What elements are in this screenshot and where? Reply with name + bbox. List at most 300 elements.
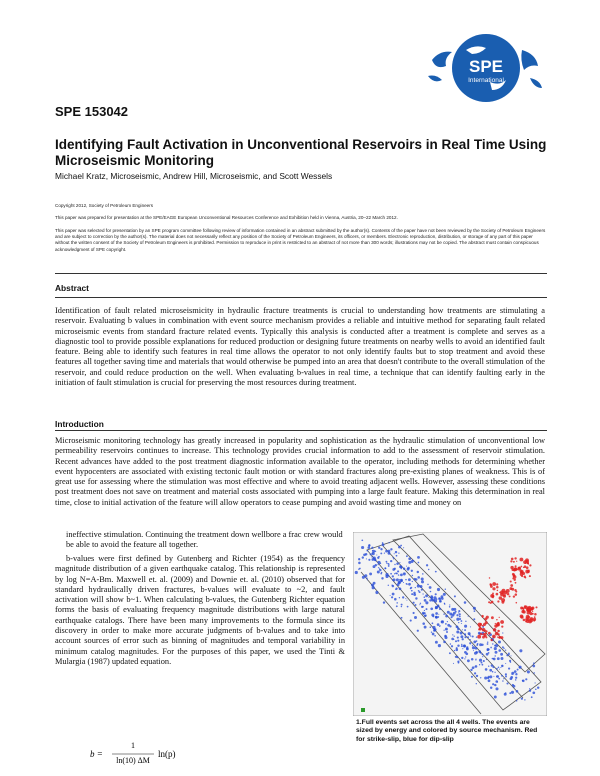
event-dip-slip xyxy=(394,598,397,601)
event-dip-slip xyxy=(493,676,494,677)
event-dip-slip xyxy=(476,675,478,677)
event-dip-slip xyxy=(478,650,481,653)
event-dip-slip xyxy=(454,595,456,597)
event-dip-slip xyxy=(370,553,372,555)
event-dip-slip xyxy=(379,569,381,571)
event-dip-slip xyxy=(384,567,386,569)
event-dip-slip xyxy=(465,621,466,622)
event-dip-slip xyxy=(453,608,456,611)
event-dip-slip xyxy=(456,614,458,616)
event-dip-slip xyxy=(508,668,510,670)
event-dip-slip xyxy=(421,580,424,583)
event-dip-slip xyxy=(461,608,462,609)
event-dip-slip xyxy=(481,662,483,664)
event-dip-slip xyxy=(490,647,492,649)
event-dip-slip xyxy=(438,644,441,647)
event-strike-slip xyxy=(496,583,498,585)
event-dip-slip xyxy=(396,578,399,581)
event-strike-slip xyxy=(515,593,518,596)
event-dip-slip xyxy=(396,555,398,557)
event-dip-slip xyxy=(424,610,425,611)
event-dip-slip xyxy=(431,631,432,632)
event-dip-slip xyxy=(489,669,492,672)
event-dip-slip xyxy=(457,644,459,646)
event-dip-slip xyxy=(419,604,420,605)
event-dip-slip xyxy=(489,675,492,678)
event-strike-slip xyxy=(482,636,485,639)
divider-intro xyxy=(55,430,547,431)
event-dip-slip xyxy=(458,610,460,612)
event-dip-slip xyxy=(485,668,488,671)
event-dip-slip xyxy=(495,644,498,647)
event-dip-slip xyxy=(435,641,438,644)
event-dip-slip xyxy=(406,600,407,601)
event-strike-slip xyxy=(485,636,487,638)
event-dip-slip xyxy=(484,676,487,679)
event-dip-slip xyxy=(464,601,467,604)
event-strike-slip xyxy=(520,606,523,609)
event-dip-slip xyxy=(394,573,395,574)
event-dip-slip xyxy=(428,569,429,570)
event-dip-slip xyxy=(430,591,432,593)
event-dip-slip xyxy=(472,635,474,637)
event-dip-slip xyxy=(380,573,382,575)
event-dip-slip xyxy=(420,585,423,588)
event-dip-slip xyxy=(437,588,440,591)
event-dip-slip xyxy=(482,664,484,666)
event-dip-slip xyxy=(476,636,478,638)
event-dip-slip xyxy=(494,696,497,699)
event-strike-slip xyxy=(530,608,533,611)
legend-marker xyxy=(361,708,365,712)
bvalue-paragraph: b-values were first defined by Gutenberg and Richter (1954) as the frequency magnitude distribution of a given earthquake catalog. This relationship is represented by log N=A-Bm. Maxwell et. al. (2009) and Downie et. al. (2010) observed that for standard hydraulically driven fractures, b-values will evaluate to ~2, and fault activation will show b~1. When calculating b-values, the Gutenberg Richter equation forms the basis of evaluating frequency magnitude distributions with large natural earthquake catalogs. There have been many improvements to the formula since its discovery in order to make more accurate judgments of b-values and to take into account sources of error such as binning of magnitudes and temporal variability in minimum catalog magnitudes. For the purposes of this paper, we used the Tinti & Mulargia (1987) updated equation. xyxy=(55,554,345,666)
event-dip-slip xyxy=(408,583,411,586)
event-dip-slip xyxy=(441,597,444,600)
event-strike-slip xyxy=(525,570,529,574)
microseismic-figure xyxy=(353,532,547,716)
event-dip-slip xyxy=(458,662,460,664)
event-dip-slip xyxy=(459,615,461,617)
event-dip-slip xyxy=(377,571,380,574)
event-strike-slip xyxy=(501,598,505,602)
event-dip-slip xyxy=(405,579,407,581)
event-strike-slip xyxy=(499,636,502,639)
event-dip-slip xyxy=(494,647,497,650)
event-dip-slip xyxy=(472,646,475,649)
event-dip-slip xyxy=(494,684,496,686)
event-dip-slip xyxy=(413,602,415,604)
event-dip-slip xyxy=(386,561,388,563)
event-dip-slip xyxy=(378,567,379,568)
event-dip-slip xyxy=(388,542,389,543)
event-dip-slip xyxy=(399,587,402,590)
event-dip-slip xyxy=(494,672,495,673)
event-dip-slip xyxy=(517,669,519,671)
event-dip-slip xyxy=(438,597,440,599)
event-dip-slip xyxy=(411,590,413,592)
event-strike-slip xyxy=(504,591,508,595)
logo-subtitle: International xyxy=(468,77,504,84)
abstract-body: Identification of fault related microseismicity in hydraulic fracture treatments is crucial to understanding how treatments are stimulating a reservoir. Evaluating b values in combination with event source mechanism provides a reliable and intuitive method for separating fault related microseismic events from standard fracture related events. Typically this analysis is conducted after a treatment is complete and serves as a diagnostic tool to provide possible explanations for reduced production or designing future treatments on nearby wells to avoid an identified fault feature. Being able to identify such features in real time allows the operator to not only identify faults but to stop treatment and avoid these features all together saving time and materials that would otherwise be pumped into an area that doesn't contribute to the overall stimulation of the reservoir, and could reduce production on the well. When evaluating b-values in real time, a technique that can identify faulting early in the initiation of fault stimulation is crucial for preserving the most resources during treatment. xyxy=(55,306,545,388)
event-dip-slip xyxy=(525,678,527,680)
event-dip-slip xyxy=(474,672,476,674)
event-dip-slip xyxy=(402,596,404,598)
event-strike-slip xyxy=(514,557,516,559)
event-dip-slip xyxy=(381,577,383,579)
event-dip-slip xyxy=(388,552,391,555)
event-dip-slip xyxy=(512,684,514,686)
event-dip-slip xyxy=(434,635,436,637)
event-dip-slip xyxy=(529,688,530,689)
equation-numerator: 1 xyxy=(131,741,135,750)
event-dip-slip xyxy=(498,641,501,644)
event-dip-slip xyxy=(395,588,397,590)
event-dip-slip xyxy=(447,624,450,627)
event-dip-slip xyxy=(449,652,451,654)
event-dip-slip xyxy=(366,558,367,559)
event-strike-slip xyxy=(514,589,516,591)
event-dip-slip xyxy=(510,655,511,656)
event-dip-slip xyxy=(401,579,403,581)
event-dip-slip xyxy=(519,697,520,698)
event-dip-slip xyxy=(444,603,445,604)
event-strike-slip xyxy=(509,587,512,590)
event-dip-slip xyxy=(428,597,429,598)
event-dip-slip xyxy=(521,698,523,700)
event-dip-slip xyxy=(424,596,426,598)
event-dip-slip xyxy=(412,575,413,576)
event-dip-slip xyxy=(463,644,466,647)
event-dip-slip xyxy=(393,558,394,559)
event-dip-slip xyxy=(422,606,424,608)
event-dip-slip xyxy=(502,632,503,633)
event-dip-slip xyxy=(410,620,412,622)
event-dip-slip xyxy=(532,691,535,694)
event-dip-slip xyxy=(433,629,436,632)
event-dip-slip xyxy=(522,680,525,683)
event-dip-slip xyxy=(419,591,421,593)
event-dip-slip xyxy=(465,656,466,657)
event-dip-slip xyxy=(437,623,440,626)
event-dip-slip xyxy=(403,582,404,583)
event-strike-slip xyxy=(509,595,511,597)
event-dip-slip xyxy=(533,662,535,664)
event-dip-slip xyxy=(430,607,433,610)
event-dip-slip xyxy=(367,579,368,580)
event-dip-slip xyxy=(486,653,489,656)
event-dip-slip xyxy=(408,557,411,560)
event-dip-slip xyxy=(443,613,445,615)
divider-top xyxy=(55,273,547,274)
event-dip-slip xyxy=(488,679,491,682)
event-dip-slip xyxy=(506,682,508,684)
event-dip-slip xyxy=(476,683,477,684)
event-dip-slip xyxy=(462,629,463,630)
event-dip-slip xyxy=(415,587,416,588)
event-dip-slip xyxy=(407,568,410,571)
event-dip-slip xyxy=(456,630,459,633)
event-dip-slip xyxy=(396,602,398,604)
event-dip-slip xyxy=(459,618,461,620)
event-strike-slip xyxy=(515,565,517,567)
event-dip-slip xyxy=(515,679,517,681)
event-dip-slip xyxy=(467,659,470,662)
event-dip-slip xyxy=(460,631,463,634)
event-dip-slip xyxy=(355,571,358,574)
event-dip-slip xyxy=(456,618,459,621)
event-dip-slip xyxy=(516,700,517,701)
event-dip-slip xyxy=(443,593,446,596)
event-dip-slip xyxy=(471,676,473,678)
event-strike-slip xyxy=(521,566,523,568)
event-dip-slip xyxy=(461,623,462,624)
event-dip-slip xyxy=(454,620,455,621)
event-dip-slip xyxy=(413,593,416,596)
event-dip-slip xyxy=(451,645,453,647)
event-dip-slip xyxy=(361,546,364,549)
introduction-body: Microseismic monitoring technology has greatly increased in popularity and sophistication as the hydraulic stimulation of unconventional low permeability reservoirs continues to increase. This technology provides crucial information to add to the assessment of reservoir stimulation. Recent advances have added to the post treatment diagnostic information available to the operator, including methods for determining whether event hypocenters are associated with existing tectonic fault motion or with standard fractures along pre-existing planes of weakness. This is of great use for assessing where the stimulation was most effective and where to avoid treating adjacent wells. However, assessing these conditions post treatment does not save on treatment and material costs associated with pumping into a large fault feature. Making this determination in real time, close to initial activation of the feature will allow operators to cease pumping and avoid wasting time and money on xyxy=(55,436,545,507)
event-strike-slip xyxy=(491,601,494,604)
prepared-notice: This paper was prepared for presentation at the SPE/EAGE European Unconventional Resources Conference and Exhibition held in Vienna, Austria, 20–22 March 2012. xyxy=(55,215,398,220)
event-strike-slip xyxy=(520,614,524,618)
event-dip-slip xyxy=(439,601,441,603)
event-strike-slip xyxy=(489,577,490,578)
event-strike-slip xyxy=(534,616,536,618)
event-strike-slip xyxy=(510,560,512,562)
event-dip-slip xyxy=(371,556,372,557)
copyright-notice: Copyright 2012, Society of Petroleum Engineers xyxy=(55,203,154,208)
event-strike-slip xyxy=(482,617,483,618)
event-dip-slip xyxy=(397,570,399,572)
event-dip-slip xyxy=(483,660,485,662)
event-dip-slip xyxy=(420,603,421,604)
event-dip-slip xyxy=(488,666,489,667)
event-dip-slip xyxy=(406,555,408,557)
event-dip-slip xyxy=(480,677,481,678)
divider-abstract xyxy=(55,297,547,298)
event-strike-slip xyxy=(510,584,513,587)
event-dip-slip xyxy=(529,690,531,692)
event-dip-slip xyxy=(487,677,489,679)
event-dip-slip xyxy=(451,616,453,618)
event-dip-slip xyxy=(505,663,506,664)
event-dip-slip xyxy=(417,630,419,632)
event-dip-slip xyxy=(450,643,452,645)
event-dip-slip xyxy=(535,682,536,683)
event-dip-slip xyxy=(413,612,415,614)
event-dip-slip xyxy=(398,574,399,575)
event-dip-slip xyxy=(454,636,455,637)
event-strike-slip xyxy=(496,619,497,620)
logo-wordmark: SPE xyxy=(468,57,504,76)
abstract-heading: Abstract xyxy=(55,283,89,293)
event-dip-slip xyxy=(509,660,511,662)
event-dip-slip xyxy=(458,622,459,623)
event-dip-slip xyxy=(439,626,440,627)
event-strike-slip xyxy=(526,566,529,569)
event-dip-slip xyxy=(421,577,424,580)
event-dip-slip xyxy=(447,611,450,614)
event-dip-slip xyxy=(454,650,455,651)
event-dip-slip xyxy=(455,656,457,658)
event-dip-slip xyxy=(411,593,413,595)
event-dip-slip xyxy=(371,584,374,587)
event-dip-slip xyxy=(435,607,438,610)
event-dip-slip xyxy=(457,640,459,642)
event-strike-slip xyxy=(495,623,496,624)
event-dip-slip xyxy=(421,589,423,591)
event-dip-slip xyxy=(432,622,434,624)
event-dip-slip xyxy=(455,640,457,642)
event-dip-slip xyxy=(406,584,407,585)
event-dip-slip xyxy=(403,547,404,548)
event-dip-slip xyxy=(457,637,459,639)
event-dip-slip xyxy=(399,562,400,563)
event-strike-slip xyxy=(513,595,515,597)
event-strike-slip xyxy=(516,602,518,604)
event-dip-slip xyxy=(464,629,466,631)
event-dip-slip xyxy=(527,670,530,673)
event-dip-slip xyxy=(464,658,465,659)
event-dip-slip xyxy=(435,571,437,573)
event-dip-slip xyxy=(496,668,497,669)
event-strike-slip xyxy=(497,633,499,635)
event-dip-slip xyxy=(464,633,466,635)
event-dip-slip xyxy=(502,665,503,666)
event-dip-slip xyxy=(479,659,482,662)
event-dip-slip xyxy=(497,657,500,660)
event-dip-slip xyxy=(441,620,444,623)
event-strike-slip xyxy=(497,600,499,602)
event-dip-slip xyxy=(362,556,364,558)
event-dip-slip xyxy=(504,693,507,696)
event-dip-slip xyxy=(398,552,399,553)
event-dip-slip xyxy=(388,565,390,567)
event-dip-slip xyxy=(473,618,475,620)
event-dip-slip xyxy=(487,649,489,651)
event-dip-slip xyxy=(492,666,494,668)
event-strike-slip xyxy=(485,621,488,624)
event-dip-slip xyxy=(499,669,500,670)
event-dip-slip xyxy=(396,562,399,565)
event-dip-slip xyxy=(494,655,495,656)
event-strike-slip xyxy=(494,624,497,627)
event-strike-slip xyxy=(513,579,515,581)
event-dip-slip xyxy=(378,556,379,557)
event-dip-slip xyxy=(371,553,372,554)
event-dip-slip xyxy=(405,598,406,599)
event-dip-slip xyxy=(411,560,414,563)
event-strike-slip xyxy=(479,626,481,628)
event-strike-slip xyxy=(529,619,533,623)
event-dip-slip xyxy=(445,623,447,625)
event-strike-slip xyxy=(527,616,530,619)
event-dip-slip xyxy=(466,648,469,651)
event-dip-slip xyxy=(377,561,380,564)
event-dip-slip xyxy=(367,550,369,552)
event-dip-slip xyxy=(422,593,423,594)
event-strike-slip xyxy=(529,564,531,566)
introduction-continuation: ineffective stimulation. Continuing the treatment down wellbore a frac crew would be able to avoid the feature all together. xyxy=(66,530,343,550)
event-strike-slip xyxy=(492,597,494,599)
event-dip-slip xyxy=(412,581,413,582)
event-dip-slip xyxy=(456,649,459,652)
event-strike-slip xyxy=(524,605,528,609)
event-dip-slip xyxy=(399,597,400,598)
event-dip-slip xyxy=(537,686,539,688)
event-dip-slip xyxy=(388,585,389,586)
event-dip-slip xyxy=(417,571,419,573)
event-dip-slip xyxy=(375,591,378,594)
event-strike-slip xyxy=(484,630,486,632)
event-dip-slip xyxy=(495,680,498,683)
event-dip-slip xyxy=(401,568,403,570)
event-dip-slip xyxy=(378,547,380,549)
event-dip-slip xyxy=(438,614,439,615)
event-dip-slip xyxy=(449,604,450,605)
event-dip-slip xyxy=(458,612,459,613)
event-strike-slip xyxy=(523,567,524,568)
event-dip-slip xyxy=(498,678,500,680)
event-dip-slip xyxy=(479,664,480,665)
event-dip-slip xyxy=(515,677,517,679)
event-strike-slip xyxy=(516,561,517,562)
event-dip-slip xyxy=(395,572,397,574)
event-strike-slip xyxy=(523,560,527,564)
event-dip-slip xyxy=(390,595,391,596)
event-dip-slip xyxy=(476,640,478,642)
event-dip-slip xyxy=(369,572,372,575)
event-dip-slip xyxy=(380,552,382,554)
paper-title: Identifying Fault Activation in Unconventional Reservoirs in Real Time Using Microseismic Monitoring xyxy=(55,137,547,168)
event-dip-slip xyxy=(460,620,462,622)
event-dip-slip xyxy=(438,617,439,618)
event-dip-slip xyxy=(390,560,392,562)
event-dip-slip xyxy=(461,645,463,647)
event-dip-slip xyxy=(407,606,409,608)
event-strike-slip xyxy=(493,628,496,631)
event-dip-slip xyxy=(505,673,507,675)
event-strike-slip xyxy=(514,575,516,577)
event-dip-slip xyxy=(501,675,503,677)
event-dip-slip xyxy=(378,564,379,565)
event-dip-slip xyxy=(392,593,395,596)
event-dip-slip xyxy=(506,654,508,656)
event-dip-slip xyxy=(474,666,475,667)
event-dip-slip xyxy=(386,563,387,564)
event-strike-slip xyxy=(525,619,527,621)
event-strike-slip xyxy=(514,567,518,571)
event-dip-slip xyxy=(425,601,428,604)
event-dip-slip xyxy=(461,657,463,659)
event-dip-slip xyxy=(358,568,360,570)
event-dip-slip xyxy=(492,683,494,685)
event-dip-slip xyxy=(406,566,407,567)
event-dip-slip xyxy=(415,597,417,599)
event-strike-slip xyxy=(490,583,492,585)
event-dip-slip xyxy=(515,673,517,675)
event-dip-slip xyxy=(367,546,370,549)
event-dip-slip xyxy=(390,548,392,550)
event-dip-slip xyxy=(464,636,466,638)
event-dip-slip xyxy=(425,594,428,597)
event-dip-slip xyxy=(503,678,504,679)
event-dip-slip xyxy=(374,558,377,561)
event-dip-slip xyxy=(418,562,420,564)
event-dip-slip xyxy=(473,607,476,610)
event-strike-slip xyxy=(490,639,492,641)
event-strike-slip xyxy=(492,582,496,586)
